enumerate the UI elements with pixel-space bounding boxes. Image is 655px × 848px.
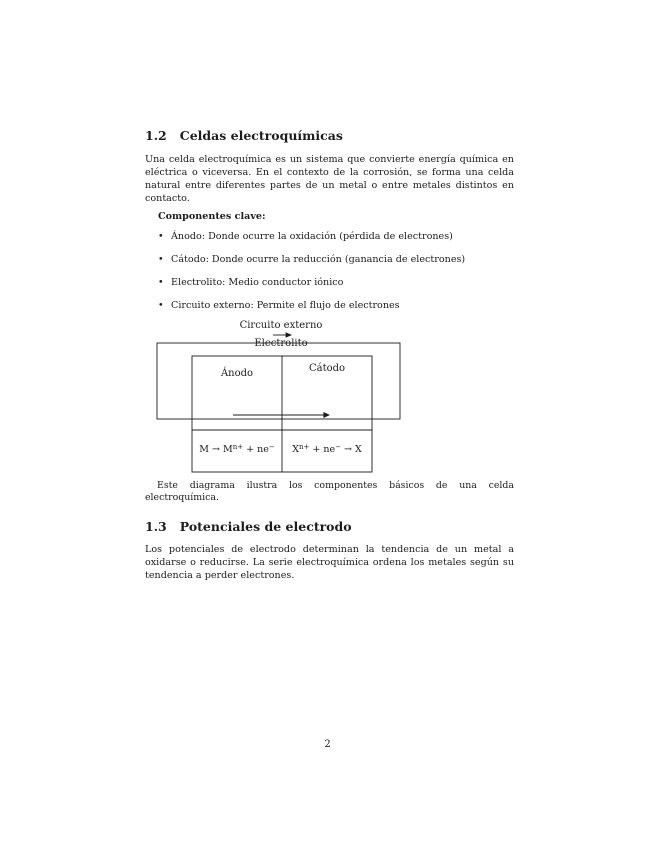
page-number: 2 xyxy=(324,739,331,750)
list-item-anodo xyxy=(158,230,514,243)
figure-caption: Este diagrama ilustra los componentes básicos de una celda electroquímica. xyxy=(145,480,514,503)
anode-label: Ánodo xyxy=(220,368,254,379)
external-circuit-wire xyxy=(157,343,400,419)
figure-electrochemical-cell xyxy=(145,318,514,478)
page-content xyxy=(145,128,514,582)
components-label: Componentes clave: xyxy=(158,211,266,222)
anode-reaction: $M \to M^{n+} + ne^-$ xyxy=(199,443,275,455)
list-item-catodo xyxy=(158,253,514,266)
electrolito-label: Electrolito xyxy=(254,338,308,349)
section-title: Celdas electroquímicas xyxy=(179,128,343,143)
components-list xyxy=(145,230,514,312)
list-item-electrolito xyxy=(158,276,514,289)
bullet-text: Cátodo: Donde ocurre la reducción (ganancia de electrones) xyxy=(171,254,466,265)
electrochemical-cell-diagram xyxy=(145,318,515,478)
electron-flow-arrow-icon xyxy=(233,412,330,418)
section-heading-potenciales xyxy=(145,519,514,534)
bullet-text: Circuito externo: Permite el flujo de electrones xyxy=(171,300,400,311)
bullet-text: Ánodo: Donde ocurre la oxidación (pérdida de electrones) xyxy=(171,231,453,242)
celdas-paragraph: Una celda electroquímica es un sistema que convierte energía química en eléctrica o viceversa. En el contexto de la corrosión, se forma una celda natural entre diferentes partes de un metal o entre metales distintos en contacto. xyxy=(145,154,514,204)
potenciales-paragraph: Los potenciales de electrodo determinan la tendencia de un metal a oxidarse o reducirse. La serie electroquímica ordena los metales según su tendencia a perder electrones. xyxy=(145,544,514,581)
circuito-externo-label: Circuito externo xyxy=(239,320,323,331)
section-number: 1.3 xyxy=(145,519,167,534)
cathode-reaction: $X^{n+} + ne^- \to X$ xyxy=(292,443,362,455)
bullet-text: Electrolito: Medio conductor iónico xyxy=(171,277,344,288)
list-item-circuito xyxy=(158,299,514,312)
current-direction-arrow-icon xyxy=(273,332,292,338)
cathode-label: Cátodo xyxy=(308,363,346,374)
section-title: Potenciales de electrodo xyxy=(179,519,352,534)
section-heading-celdas xyxy=(145,128,514,143)
section-number: 1.2 xyxy=(145,128,167,143)
